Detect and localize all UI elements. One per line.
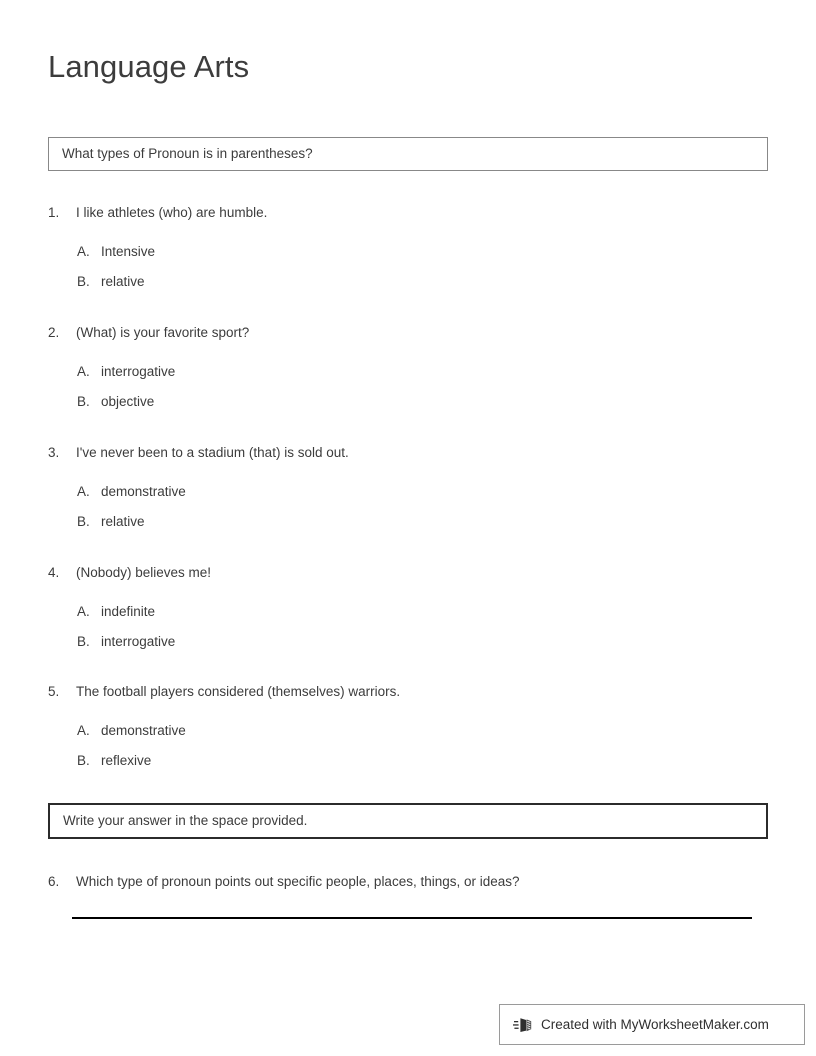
answer-options bbox=[48, 242, 778, 291]
question-number: 4. bbox=[48, 565, 60, 580]
answer-option[interactable] bbox=[48, 721, 778, 740]
answer-options bbox=[48, 362, 778, 411]
question-number: 3. bbox=[48, 445, 60, 460]
question-text: (What) is your favorite sport? bbox=[76, 325, 250, 340]
question-text: (Nobody) believes me! bbox=[76, 565, 212, 580]
answer-option[interactable] bbox=[48, 482, 778, 501]
answer-option[interactable] bbox=[48, 392, 778, 411]
answer-write-in-line[interactable] bbox=[72, 917, 752, 919]
instruction-text: Write your answer in the space provided. bbox=[63, 813, 308, 828]
option-letter: A. bbox=[77, 604, 90, 619]
question-prompt-row bbox=[48, 203, 778, 222]
option-label: demonstrative bbox=[101, 723, 186, 738]
option-label: indefinite bbox=[101, 604, 156, 619]
instruction-banner-free-response bbox=[48, 803, 768, 839]
option-label: demonstrative bbox=[101, 484, 186, 499]
answer-option[interactable] bbox=[48, 602, 778, 621]
answer-option[interactable] bbox=[48, 632, 778, 651]
question-item bbox=[48, 563, 778, 651]
option-letter: A. bbox=[77, 723, 90, 738]
option-letter: A. bbox=[77, 364, 90, 379]
question-item bbox=[48, 323, 778, 411]
question-text: The football players considered (themselves) warriors. bbox=[76, 684, 401, 699]
option-letter: A. bbox=[77, 484, 90, 499]
question-prompt-row bbox=[48, 443, 778, 462]
page-title: Language Arts bbox=[48, 49, 250, 84]
answer-option[interactable] bbox=[48, 272, 778, 291]
question-text: Which type of pronoun points out specific people, places, things, or ideas? bbox=[76, 874, 520, 889]
question-prompt-row bbox=[48, 872, 778, 891]
option-label: reflexive bbox=[101, 753, 152, 768]
answer-options bbox=[48, 482, 778, 531]
option-label: interrogative bbox=[101, 364, 176, 379]
question-prompt-row bbox=[48, 323, 778, 342]
question-prompt-row bbox=[48, 682, 778, 701]
worksheet-maker-logo-icon bbox=[513, 1015, 533, 1035]
option-letter: B. bbox=[77, 274, 90, 289]
option-letter: A. bbox=[77, 244, 90, 259]
answer-options bbox=[48, 602, 778, 651]
option-label: interrogative bbox=[101, 634, 176, 649]
answer-options bbox=[48, 721, 778, 770]
question-number: 5. bbox=[48, 684, 60, 699]
question-number: 2. bbox=[48, 325, 60, 340]
question-text: I've never been to a stadium (that) is sold out. bbox=[76, 445, 349, 460]
answer-option[interactable] bbox=[48, 751, 778, 770]
footer-attribution-text: Created with MyWorksheetMaker.com bbox=[541, 1016, 769, 1032]
option-label: relative bbox=[101, 514, 145, 529]
option-letter: B. bbox=[77, 753, 90, 768]
question-item bbox=[48, 203, 778, 291]
instruction-banner-multiple-choice bbox=[48, 137, 768, 171]
option-label: Intensive bbox=[101, 244, 156, 259]
answer-option[interactable] bbox=[48, 362, 778, 381]
question-item bbox=[48, 682, 778, 770]
question-item bbox=[48, 443, 778, 531]
answer-option[interactable] bbox=[48, 512, 778, 531]
footer-attribution-badge[interactable] bbox=[499, 1004, 805, 1045]
question-number: 1. bbox=[48, 205, 60, 220]
option-letter: B. bbox=[77, 634, 90, 649]
question-text: I like athletes (who) are humble. bbox=[76, 205, 268, 220]
instruction-text: What types of Pronoun is in parentheses? bbox=[62, 146, 313, 161]
option-letter: B. bbox=[77, 394, 90, 409]
question-item bbox=[48, 872, 778, 891]
question-number: 6. bbox=[48, 874, 60, 889]
option-label: relative bbox=[101, 274, 145, 289]
option-label: objective bbox=[101, 394, 155, 409]
question-prompt-row bbox=[48, 563, 778, 582]
answer-option[interactable] bbox=[48, 242, 778, 261]
option-letter: B. bbox=[77, 514, 90, 529]
